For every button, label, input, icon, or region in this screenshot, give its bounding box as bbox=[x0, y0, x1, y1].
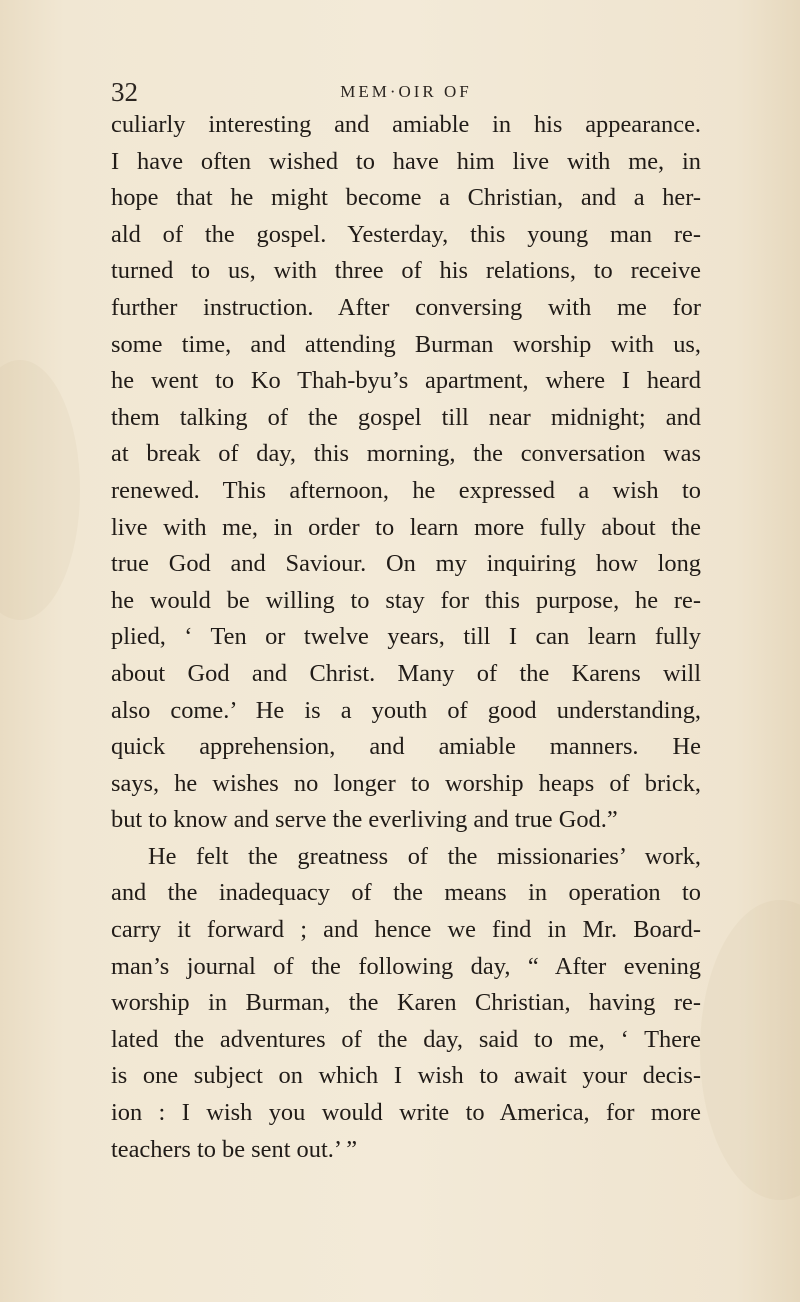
text-line: and the inadequacy of the means in operation to bbox=[111, 879, 701, 907]
text-line: culiarly interesting and amiable in his appearance. bbox=[111, 111, 701, 138]
body-text bbox=[111, 107, 701, 1168]
text-line: also come.’ He is a youth of good understanding, bbox=[111, 696, 701, 724]
page-header bbox=[111, 76, 701, 108]
paper-stain bbox=[700, 900, 800, 1200]
text-line: ion : I wish you would write to America, for more bbox=[111, 1099, 701, 1127]
text-line: them talking of the gospel till near midnight; and bbox=[111, 403, 701, 431]
text-line: says, he wishes no longer to worship heaps of brick, bbox=[111, 769, 701, 797]
text-line: renewed. This afternoon, he expressed a wish to bbox=[111, 476, 701, 504]
text-line: he would be willing to stay for this purpose, he re- bbox=[111, 586, 701, 614]
text-line: teachers to be sent out.’ ” bbox=[111, 1135, 358, 1163]
text-line: but to know and serve the everliving and true God.” bbox=[111, 806, 618, 834]
text-line: he went to Ko Thah-byu’s apartment, where I heard bbox=[111, 367, 701, 395]
text-line: further instruction. After conversing with me for bbox=[111, 293, 701, 321]
text-line: carry it forward ; and hence we find in Mr. Board- bbox=[111, 916, 701, 944]
paper-stain bbox=[0, 360, 80, 620]
text-line: ald of the gospel. Yesterday, this young man re- bbox=[111, 220, 701, 248]
text-line: at break of day, this morning, the conversation was bbox=[111, 440, 701, 468]
running-head: MEM·OIR OF bbox=[340, 82, 472, 101]
text-line: I have often wished to have him live with me, in bbox=[111, 147, 701, 175]
text-line: lated the adventures of the day, said to me, ‘ There bbox=[111, 1025, 701, 1053]
text-line: quick apprehension, and amiable manners. He bbox=[111, 733, 701, 761]
text-line: about God and Christ. Many of the Karens will bbox=[111, 659, 701, 687]
page-number: 32 bbox=[111, 77, 138, 107]
text-line: worship in Burman, the Karen Christian, having re- bbox=[111, 989, 701, 1017]
paragraph-first-line: He felt the greatness of the missionaries’ work, bbox=[148, 842, 701, 870]
text-line: live with me, in order to learn more fully about the bbox=[111, 513, 701, 541]
text-line: hope that he might become a Christian, and a her- bbox=[111, 184, 701, 212]
text-line: true God and Saviour. On my inquiring how long bbox=[111, 550, 701, 578]
text-line: is one subject on which I wish to await your decis- bbox=[111, 1062, 701, 1090]
text-line: man’s journal of the following day, “ After evening bbox=[111, 952, 701, 980]
text-line: some time, and attending Burman worship with us, bbox=[111, 330, 701, 358]
text-line: turned to us, with three of his relations, to receive bbox=[111, 257, 701, 285]
text-line: plied, ‘ Ten or twelve years, till I can learn fully bbox=[111, 623, 701, 651]
